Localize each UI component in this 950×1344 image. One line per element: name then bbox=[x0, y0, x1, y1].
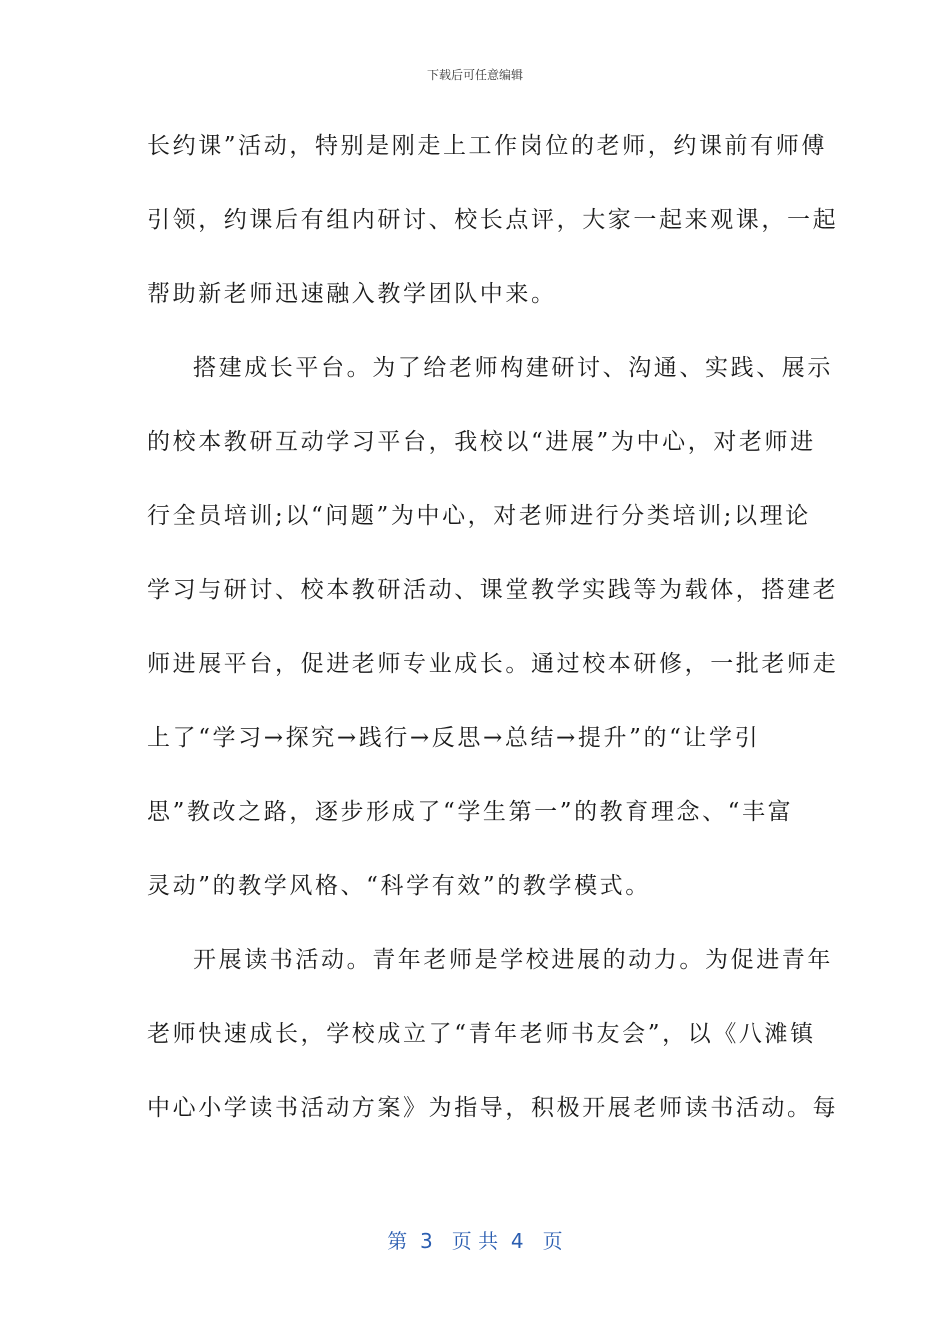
body-line: 长约课”活动，特别是刚走上工作岗位的老师，约课前有师傅 bbox=[147, 133, 827, 159]
body-line: 中心小学读书活动方案》为指导，积极开展老师读书活动。每 bbox=[147, 1095, 839, 1121]
body-line: 思”教改之路，逐步形成了“学生第一”的教育理念、“丰富 bbox=[147, 799, 794, 825]
page-number-footer: 第 3 页 共 4 页 bbox=[387, 1229, 563, 1253]
body-line: 行全员培训;以“问题”为中心，对老师进行分类培训;以理论 bbox=[147, 503, 811, 529]
body-line: 的校本教研互动学习平台，我校以“进展”为中心，对老师进 bbox=[147, 429, 816, 455]
body-line: 上了“学习→探究→践行→反思→总结→提升”的“让学引 bbox=[147, 725, 761, 751]
body-line: 开展读书活动。青年老师是学校进展的动力。为促进青年 bbox=[193, 947, 833, 973]
body-line: 学习与研讨、校本教研活动、课堂教学实践等为载体，搭建老 bbox=[147, 577, 839, 603]
body-line: 灵动”的教学风格、“科学有效”的教学模式。 bbox=[147, 873, 651, 899]
header-note: 下载后可任意编辑 bbox=[426, 68, 523, 82]
body-line: 帮助新老师迅速融入教学团队中来。 bbox=[147, 281, 557, 307]
body-line: 老师快速成长，学校成立了“青年老师书友会”，以《八滩镇 bbox=[147, 1021, 816, 1047]
body-line: 师进展平台，促进老师专业成长。通过校本研修，一批老师走 bbox=[147, 651, 839, 677]
body-line: 引领，约课后有组内研讨、校长点评，大家一起来观课，一起 bbox=[147, 207, 839, 233]
body-line: 搭建成长平台。为了给老师构建研讨、沟通、实践、展示 bbox=[193, 355, 833, 381]
